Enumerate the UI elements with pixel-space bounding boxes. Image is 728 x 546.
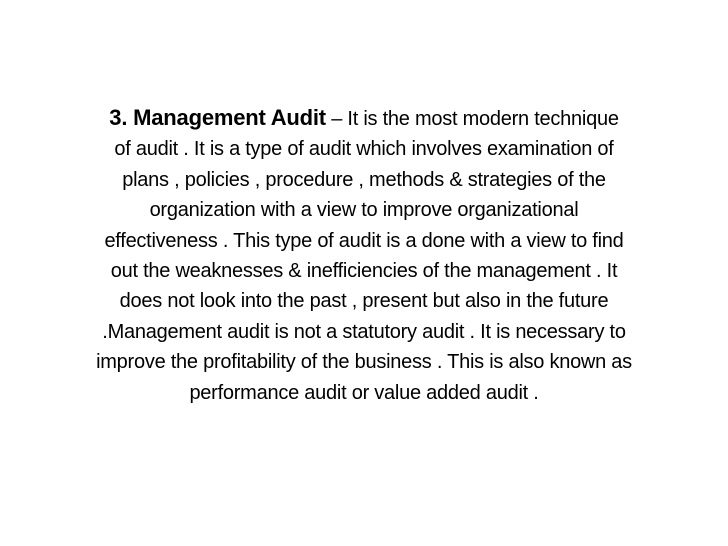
slide-line-3: plans , policies , procedure , methods & strategies of the [122, 168, 606, 191]
slide-line-6: out the weaknesses & inefficiencies of the management . It [110, 260, 618, 283]
slide-line-8: .Management audit is not a statutory audit . It is necessary to [102, 320, 626, 343]
slide-line-7: does not look into the past , present but also in the future [119, 290, 609, 313]
slide-line-5: effectiveness . This type of audit is a done with a view to find [104, 229, 624, 252]
slide-heading: 3. Management Audit [109, 105, 326, 130]
slide-line-2: of audit . It is a type of audit which involves examination of [114, 138, 614, 161]
slide-line-4: organization with a view to improve organizational [149, 199, 579, 222]
slide-line-9: improve the profitability of the business . This is also known as [96, 351, 632, 374]
slide-line-1-text: – It is the most modern technique [325, 108, 619, 130]
slide-body [30, 103, 698, 408]
slide-line-1 [30, 103, 698, 134]
slide-line-10: performance audit or value added audit . [189, 381, 539, 404]
